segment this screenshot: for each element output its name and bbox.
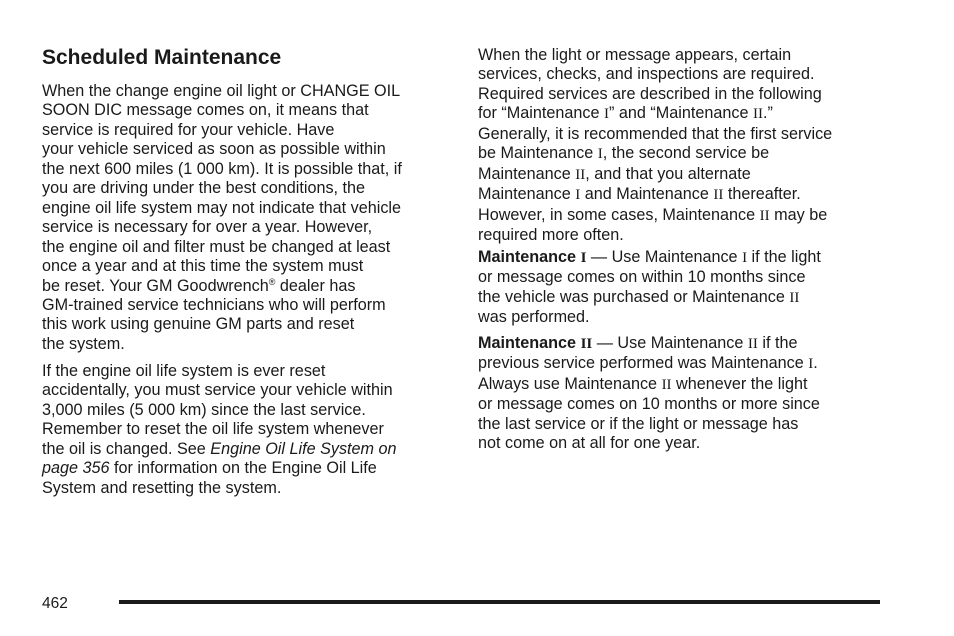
text-run: .: [813, 354, 818, 373]
roman-numeral: II: [752, 106, 763, 123]
roman-numeral: I: [580, 250, 587, 266]
text-run: for “Maintenance: [478, 104, 604, 123]
text-line: engine oil life system may not indicate that vehicle: [42, 198, 402, 217]
footer-rule: [119, 600, 880, 604]
text-run: Always use Maintenance: [478, 374, 662, 393]
page-number: 462: [42, 595, 68, 612]
text-line: you are driving under the best conditions, the: [42, 179, 366, 198]
text-run: previous service performed was Maintenance: [478, 354, 809, 373]
text-run: Maintenance: [478, 164, 576, 183]
text-run: ” and “Maintenance: [608, 104, 753, 123]
text-line: the system.: [42, 334, 125, 353]
text-run: However, in some cases, Maintenance: [478, 205, 760, 224]
text-run: if the light: [747, 248, 821, 266]
text-run: , and that you alternate: [585, 164, 751, 183]
roman-numeral: I: [597, 146, 603, 163]
text-run: thereafter.: [723, 185, 801, 204]
text-line: [478, 206, 832, 226]
maintenance-i-paragraph: [478, 248, 821, 328]
text-line: the engine oil and filter must be changed at least: [42, 237, 391, 256]
text-line: Required services are described in the following: [478, 84, 822, 103]
text-line: [42, 277, 402, 296]
roman-numeral: II: [661, 376, 672, 393]
text-run: and Maintenance: [580, 185, 714, 204]
text-line: [478, 375, 820, 395]
text-line: [478, 185, 832, 205]
text-run: — Use Maintenance: [586, 248, 743, 266]
roman-numeral: I: [603, 106, 609, 123]
text-run: may be: [769, 205, 828, 224]
text-line: When the light or message appears, certain: [478, 46, 792, 64]
roman-numeral: II: [789, 289, 800, 306]
roman-numeral: I: [575, 187, 581, 204]
text-line: this work using genuine GM parts and reset: [42, 315, 355, 334]
text-line: Remember to reset the oil life system whenever: [42, 420, 384, 439]
text-line: [478, 104, 832, 124]
text-line: When the change engine oil light or CHANGE OIL: [42, 82, 401, 100]
maintenance-i-term: Maintenance: [478, 248, 581, 266]
maintenance-ii-term: Maintenance: [478, 334, 581, 352]
text-line: [478, 334, 820, 354]
maintenance-ii-paragraph: [478, 334, 820, 454]
text-line: System and resetting the system.: [42, 478, 282, 497]
text-run: .”: [762, 104, 773, 123]
text-run: be Maintenance: [478, 144, 598, 163]
text-line: 3,000 miles (5 000 km) since the last service.: [42, 400, 366, 419]
text-run: the oil is changed. See: [42, 439, 211, 458]
roman-numeral: II: [580, 336, 593, 352]
text-line: your vehicle serviced as soon as possible within: [42, 140, 386, 159]
text-run: be reset. Your GM Goodwrench: [42, 276, 269, 295]
text-line: If the engine oil life system is ever reset: [42, 362, 326, 380]
text-line: the next 600 miles (1 000 km). It is possible that, if: [42, 159, 402, 178]
roman-numeral: II: [713, 187, 724, 204]
text-run: whenever the light: [671, 374, 808, 393]
registered-mark: ®: [268, 276, 276, 287]
text-line: not come on at all for one year.: [478, 434, 701, 453]
text-run: — Use Maintenance: [592, 334, 748, 352]
reset-warning-paragraph: [42, 362, 397, 498]
text-run: dealer has: [275, 276, 356, 295]
roman-numeral: I: [808, 356, 814, 373]
text-run: for information on the Engine Oil Life: [109, 459, 377, 478]
text-line: required more often.: [478, 226, 624, 245]
cross-reference-link[interactable]: Engine Oil Life System on: [210, 439, 397, 458]
text-line: or message comes on within 10 months since: [478, 268, 806, 287]
text-line: service is required for your vehicle. Have: [42, 120, 335, 139]
text-line: service is necessary for over a year. However,: [42, 218, 373, 237]
text-line: [478, 354, 820, 374]
text-line: [478, 248, 821, 268]
text-line: Generally, it is recommended that the first service: [478, 124, 833, 143]
text-run: , the second service be: [602, 144, 770, 163]
text-line: once a year and at this time the system must: [42, 257, 364, 276]
roman-numeral: II: [575, 166, 586, 183]
text-run: Maintenance: [478, 185, 576, 204]
text-line: [42, 459, 397, 478]
text-line: GM-trained service technicians who will perform: [42, 295, 386, 314]
text-run: if the: [757, 334, 798, 352]
text-line: SOON DIC message comes on, it means that: [42, 101, 369, 120]
text-line: [42, 440, 397, 459]
section-title: Scheduled Maintenance: [42, 46, 282, 69]
text-run: the vehicle was purchased or Maintenance: [478, 287, 790, 306]
text-line: was performed.: [478, 308, 590, 327]
text-line: accidentally, you must service your vehicle within: [42, 381, 393, 400]
text-line: the last service or if the light or message has: [478, 414, 799, 433]
roman-numeral: II: [759, 207, 770, 224]
text-line: [478, 288, 821, 308]
requirements-paragraph: [478, 46, 832, 246]
text-line: or message comes on 10 months or more since: [478, 395, 820, 414]
roman-numeral: II: [747, 336, 758, 352]
cross-reference-link[interactable]: page 356: [42, 459, 110, 478]
roman-numeral: I: [742, 250, 748, 266]
intro-paragraph: [42, 82, 402, 354]
text-line: [478, 144, 832, 164]
text-line: [478, 165, 832, 185]
text-line: services, checks, and inspections are required.: [478, 65, 815, 84]
